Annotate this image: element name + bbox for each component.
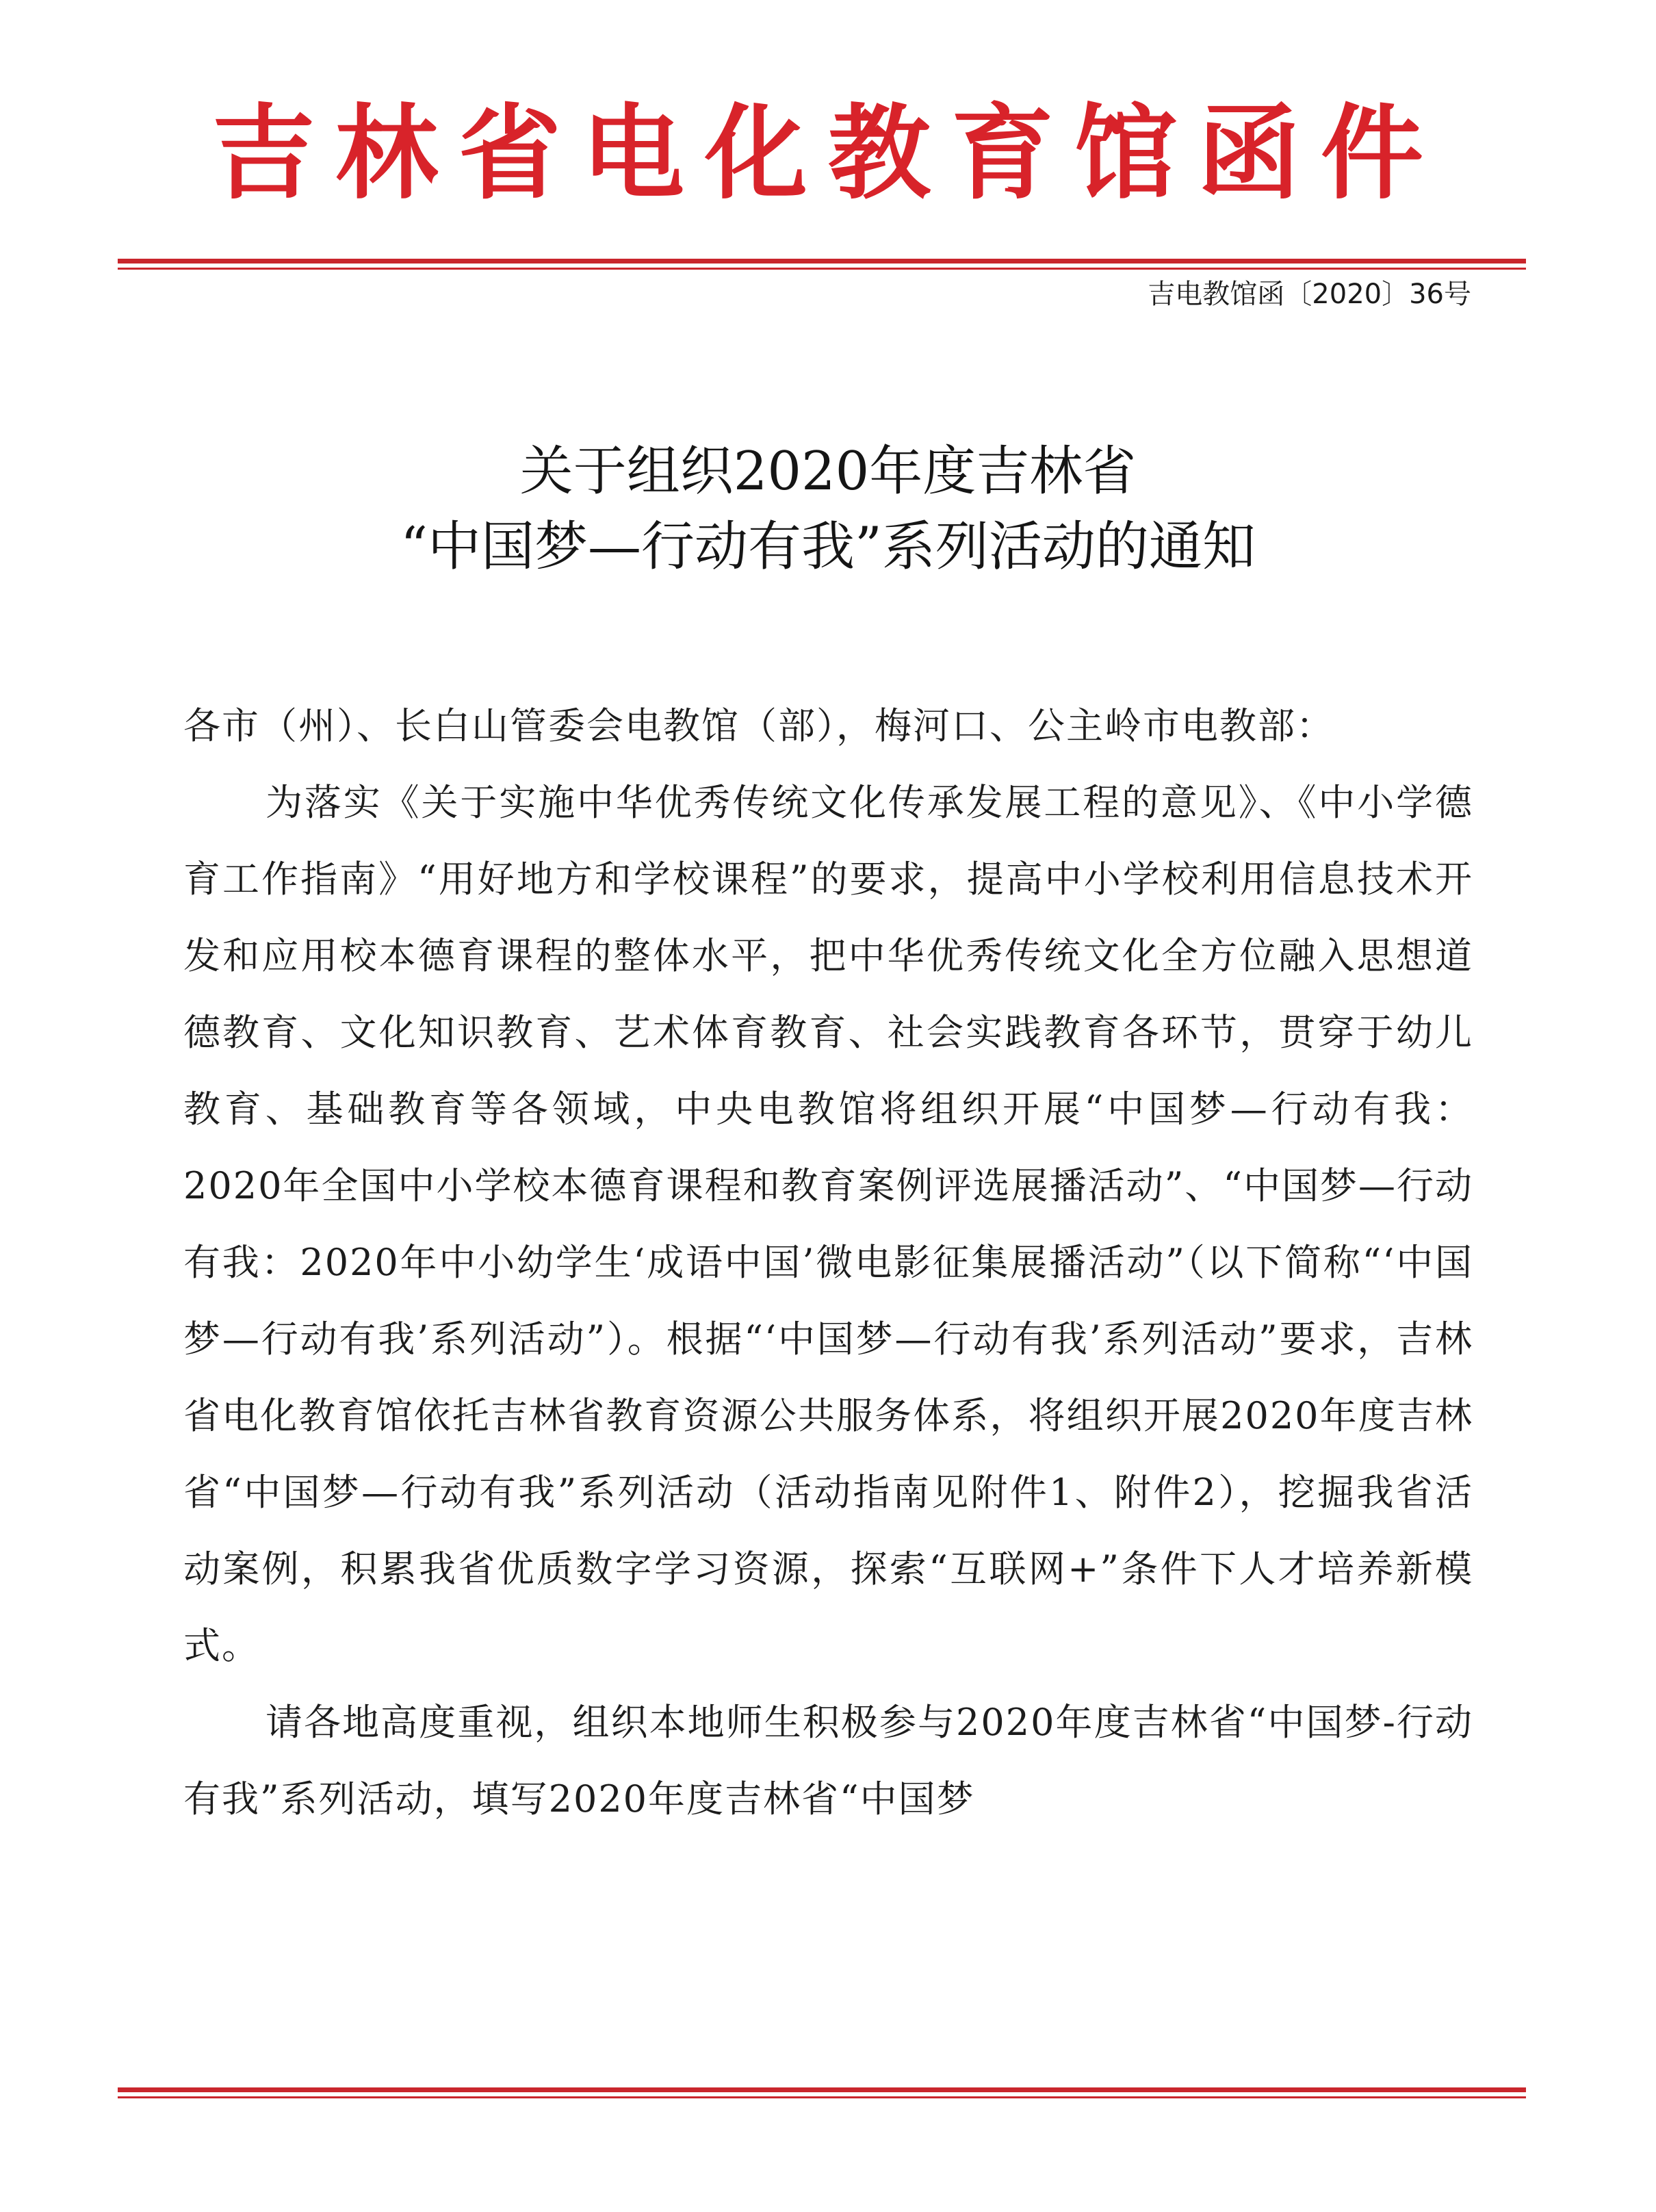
- salutation: 各市（州）、长白山管委会电教馆（部），梅河口、公主岭市电教部：: [183, 704, 1334, 747]
- letterhead-red-rule: [118, 259, 1526, 270]
- body-paragraph-2: 请各地高度重视，组织本地师生积极参与2020年度吉林省“中国梦-行动有我”系列活动，填写2020年度吉林省“中国梦: [183, 1701, 1473, 1821]
- footer-rule-thin: [118, 2096, 1526, 2098]
- letterhead-title: 吉林省电化教育馆函件: [211, 94, 1444, 214]
- red-rule-thin: [118, 268, 1526, 270]
- notice-title-line-2: “中国梦—行动有我”系列活动的通知: [400, 516, 1256, 578]
- body-paragraph-1: 为落实《关于实施中华优秀传统文化传承发展工程的意见》、《中小学德育工作指南》“用好地方和学校课程”的要求，提高中小学校利用信息技术开发和应用校本德育课程的整体水平，把中华优秀传统文化全方位融入思想道德教育、文化知识教育、艺术体育教育、社会实践教育各环节，贯穿于幼儿教育、基础教育等各领域，中央电教馆将组织开展“中国梦—行动有我：2020年全国中小学校本德育课程和教育案例评选展播活动”、“中国梦—行动有我：2020年中小幼学生‘成语中国’微电影征集展播活动”（以下简称“‘中国梦—行动有我’系列活动”）。根据“‘中国梦—行动有我’系列活动”要求，吉林省电化教育馆依托吉林省教育资源公共服务体系，将组织开展2020年度吉林省“中国梦—行动有我”系列活动（活动指南见附件1、附件2），挖掘我省活动案例，积累我省优质数字学习资源，探索“互联网+”条件下人才培养新模式。: [183, 781, 1473, 1667]
- document-number: 吉电教馆函〔2020〕36号: [1148, 279, 1471, 310]
- footer-rule-thick: [118, 2087, 1526, 2092]
- footer-red-rule: [118, 2087, 1526, 2098]
- red-rule-thick: [118, 259, 1526, 263]
- notice-title-line-1: 关于组织2020年度吉林省: [519, 441, 1137, 502]
- notice-body: [183, 688, 1473, 1838]
